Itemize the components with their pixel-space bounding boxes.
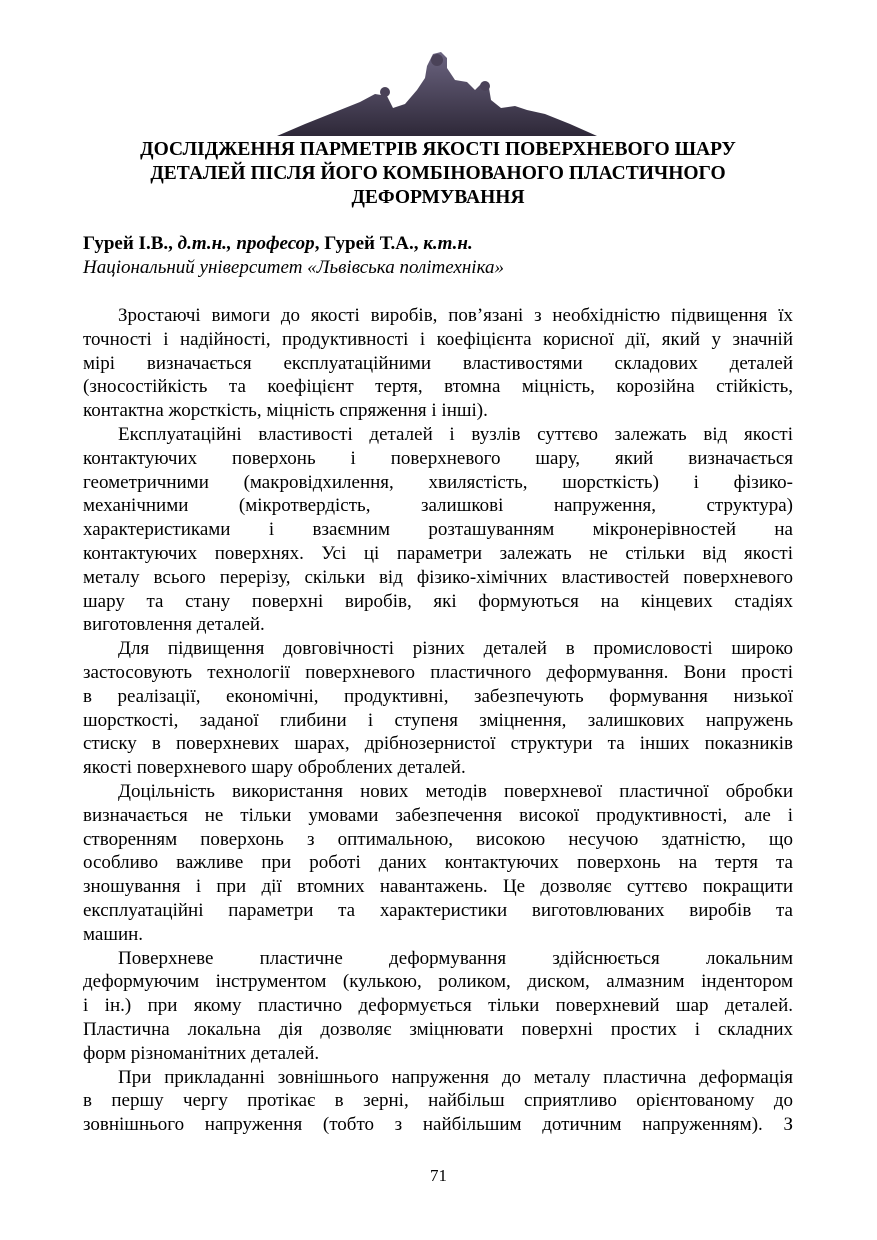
paragraph-line: Для підвищення довговічності різних деталей в промисловості широко [118, 638, 793, 660]
paragraph [83, 947, 793, 1066]
paragraph [83, 780, 793, 947]
paragraph [83, 1066, 793, 1137]
paragraph [83, 637, 793, 780]
paragraph-line: експлуатаційні параметри та характеристики виготовлюваних виробів та [83, 899, 793, 921]
author-2: , Гурей Т.А., [314, 233, 419, 254]
paragraph-line: створенням поверхонь з оптимальною, високою несучою здатністю, що [83, 828, 793, 850]
paragraph-line: контактуючих поверхонь і поверхневого шару, який визначається [83, 447, 793, 469]
paragraph-line: Зростаючі вимоги до якості виробів, пов’язані з необхідністю підвищення їх [118, 305, 793, 326]
paragraph [83, 304, 793, 423]
paragraph-line: геометричними (макровідхилення, хвилястість, шорсткість) і фізико- [83, 471, 793, 493]
author-1: Гурей І.В., [83, 233, 173, 254]
paragraph-line: механічними (мікротвердість, залишкові напруження, структура) [83, 495, 793, 517]
paragraph-line: Поверхневе пластичне деформування здійснюється локальним [118, 947, 793, 969]
author-2-degree: к.т.н. [423, 233, 473, 254]
paragraph-line: форм різноманітних деталей. [83, 1042, 320, 1064]
paragraph-line: і ін.) при якому пластично деформується тільки поверхневий шар деталей. [83, 995, 793, 1017]
author-1-degree: д.т.н., професор [177, 233, 315, 254]
paragraph-line: характеристиками і взаємним розташуванням мікронерівностей на [83, 519, 793, 541]
article-body [83, 304, 793, 1137]
paragraph-line: стиску в поверхневих шарах, дрібнозернистої структури та інших показників [83, 733, 793, 755]
affiliation: Національний університет «Львівська політехніка» [83, 257, 504, 278]
paragraph-line: шорсткості, заданої глибини і ступеня зміцнення, залишкових напружень [83, 709, 793, 731]
paragraph-line: (зносостійкість та коефіцієнт тертя, втомна міцність, корозійна стійкість, [83, 376, 793, 398]
paragraph-line: контактуючих поверхнях. Усі ці параметри залежать не стільки від якості [83, 542, 793, 564]
paragraph-line: шару та стану поверхні виробів, які формуються на кінцевих стадіях [83, 590, 793, 612]
paragraph-line: в реалізації, економічні, продуктивні, забезпечують формування низької [83, 685, 793, 707]
paragraph-line: зношування і при дії втомних навантажень. Це дозволяє суттєво покращити [83, 876, 793, 898]
author-line [83, 232, 793, 256]
paragraph-line: машин. [83, 923, 144, 945]
paragraph-line: При прикладанні зовнішнього напруження до металу пластична деформація [118, 1066, 793, 1088]
sculpture-image [275, 50, 600, 140]
authors-block [83, 232, 793, 280]
paragraph-line: виготовлення деталей. [83, 614, 265, 636]
paragraph [83, 423, 793, 637]
paragraph-line: контактна жорсткість, міцність спряження і інші). [83, 400, 488, 422]
article-title [83, 138, 793, 210]
paragraph-line: в першу чергу протікає в зерні, найбільш сприятливо орієнтованому до [83, 1090, 793, 1112]
paragraph-line: визначається не тільки умовами забезпечення високої продуктивності, але і [83, 804, 793, 826]
paragraph-line: мірі визначається експлуатаційними властивостями складових деталей [83, 352, 793, 374]
paragraph-line: точності і надійності, продуктивності і коефіцієнта корисної дії, який у значній [83, 328, 793, 350]
paragraph-line: особливо важливе при роботі даних контактуючих поверхонь на тертя та [83, 852, 793, 874]
paragraph-line: Доцільність використання нових методів поверхневої пластичної обробки [118, 780, 793, 802]
title-line: ДЕФОРМУВАННЯ [351, 187, 525, 208]
paragraph-line: зовнішнього напруження (тобто з найбільшим дотичним напруженням). З [83, 1114, 793, 1136]
title-line: ДЕТАЛЕЙ ПІСЛЯ ЙОГО КОМБІНОВАНОГО ПЛАСТИЧНОГО [150, 163, 726, 184]
paragraph-line: металу всього перерізу, скільки від фізико-хімічних властивостей поверхневого [83, 566, 793, 588]
paragraph-line: деформуючим інструментом (кулькою, роликом, диском, алмазним індентором [83, 971, 793, 993]
paragraph-line: Пластична локальна дія дозволяє зміцнювати поверхні простих і складних [83, 1018, 793, 1040]
title-line: ДОСЛІДЖЕННЯ ПАРМЕТРІВ ЯКОСТІ ПОВЕРХНЕВОГО ШАРУ [140, 139, 736, 160]
sculpture-logo [275, 50, 600, 140]
page-number: 71 [430, 1166, 447, 1185]
paragraph-line: якості поверхневого шару оброблених деталей. [83, 757, 466, 779]
paragraph-line: застосовують технології поверхневого пластичного деформування. Вони прості [83, 661, 793, 683]
paragraph-line: Експлуатаційні властивості деталей і вузлів суттєво залежать від якості [118, 423, 793, 445]
